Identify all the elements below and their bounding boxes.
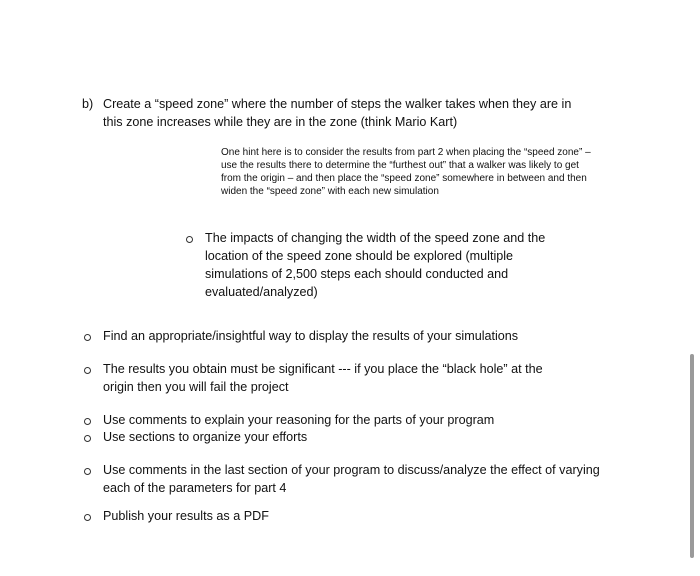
bullet-text: Publish your results as a PDF — [103, 509, 269, 523]
bullet-text: The results you obtain must be significant --- if you place the “black hole” at the origin then you will fail the project — [103, 362, 543, 394]
bullet-text: Find an appropriate/insightful way to display the results of your simulations — [103, 329, 519, 343]
hollow-bullet-icon — [84, 468, 91, 475]
hollow-bullet-icon — [84, 435, 91, 442]
sub-bullet-text: The impacts of changing the width of the speed zone and the location of the speed zone should be explored (multiple simulations of 2,500 steps each should conducted and evaluated/analyzed) — [205, 231, 546, 299]
hollow-bullet-icon — [84, 334, 91, 341]
hollow-bullet-icon — [186, 236, 193, 243]
hollow-bullet-icon — [84, 418, 91, 425]
part-b-instruction: Create a “speed zone” where the number of steps the walker takes when they are in this zone increases while they are in the zone (think Mario Kart) — [103, 97, 572, 129]
bullet-text: Use sections to organize your efforts — [103, 430, 308, 444]
hint-paragraph: One hint here is to consider the results from part 2 when placing the “speed zone” – use the results there to determine the “furthest out” that a walker was likely to get from the origin – and then place the “speed zone” somewhere in between and then widen the “speed zone” with each new simulation — [221, 147, 591, 197]
hollow-bullet-icon — [84, 367, 91, 374]
part-b-label: b) — [82, 97, 94, 111]
hollow-bullet-icon — [84, 514, 91, 521]
bullet-text: Use comments in the last section of your program to discuss/analyze the effect of varying each of the parameters for part 4 — [103, 463, 600, 495]
vertical-scrollbar[interactable] — [690, 354, 694, 558]
bullet-text: Use comments to explain your reasoning for the parts of your program — [103, 413, 495, 427]
